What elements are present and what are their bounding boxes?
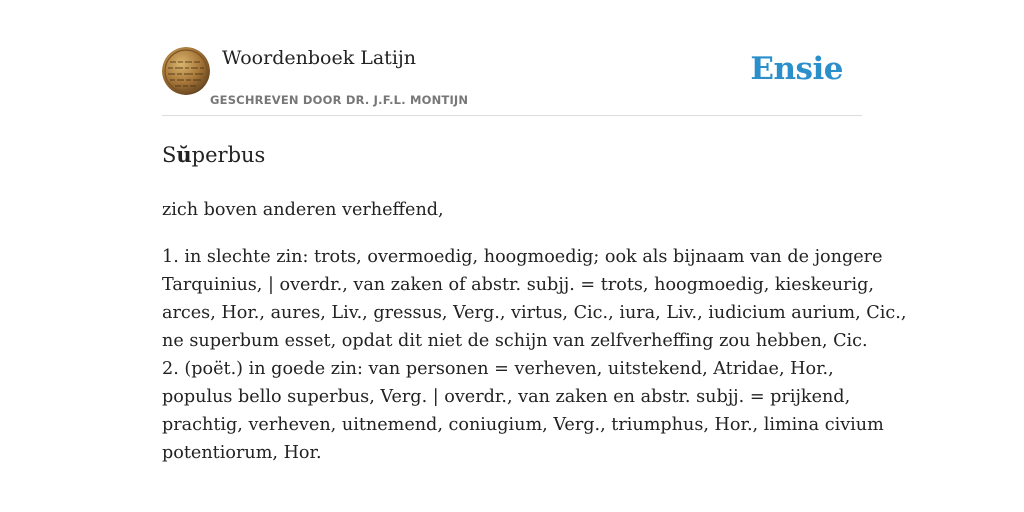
entry-line: 2. (poët.) in goede zin: van personen = verheven, uitstekend, Atridae, Hor., <box>162 359 834 379</box>
entry-line: 1. in slechte zin: trots, overmoedig, hoogmoedig; ook als bijnaam van de jongere <box>162 247 883 267</box>
headword-suffix: perbus <box>191 143 266 167</box>
entry-page <box>162 46 907 467</box>
entry-line: Tarquinius, | overdr., van zaken of abstr. subjj. = trots, hoogmoedig, kieskeurig, <box>162 275 874 295</box>
entry-line: populus bello superbus, Verg. | overdr., van zaken en abstr. subjj. = prijkend, <box>162 387 851 407</box>
entry-line: prachtig, verheven, uitnemend, coniugium, Verg., triumphus, Hor., limina civium <box>162 415 884 435</box>
headword-prefix: S <box>162 143 177 167</box>
headword-accent-letter: ŭ <box>176 142 192 167</box>
dictionary-header <box>162 46 862 116</box>
author-byline: GESCHREVEN DOOR DR. J.F.L. MONTIJN <box>210 93 469 107</box>
ensie-logo[interactable]: Ensie <box>750 51 843 87</box>
entry-body <box>162 243 907 467</box>
dictionary-title[interactable]: Woordenboek Latijn <box>222 47 417 69</box>
page-title <box>162 142 862 168</box>
entry-line: arces, Hor., aures, Liv., gressus, Verg., virtus, Cic., iura, Liv., iudicium aurium, Cic., <box>162 303 907 323</box>
entry-line: ne superbum esset, opdat dit niet de schijn van zelfverheffing zou hebben, Cic. <box>162 331 868 351</box>
entry-line: potentiorum, Hor. <box>162 443 322 463</box>
latin-inscription-coin-icon[interactable] <box>162 47 210 95</box>
short-definition: zich boven anderen verheffend, <box>162 200 444 220</box>
